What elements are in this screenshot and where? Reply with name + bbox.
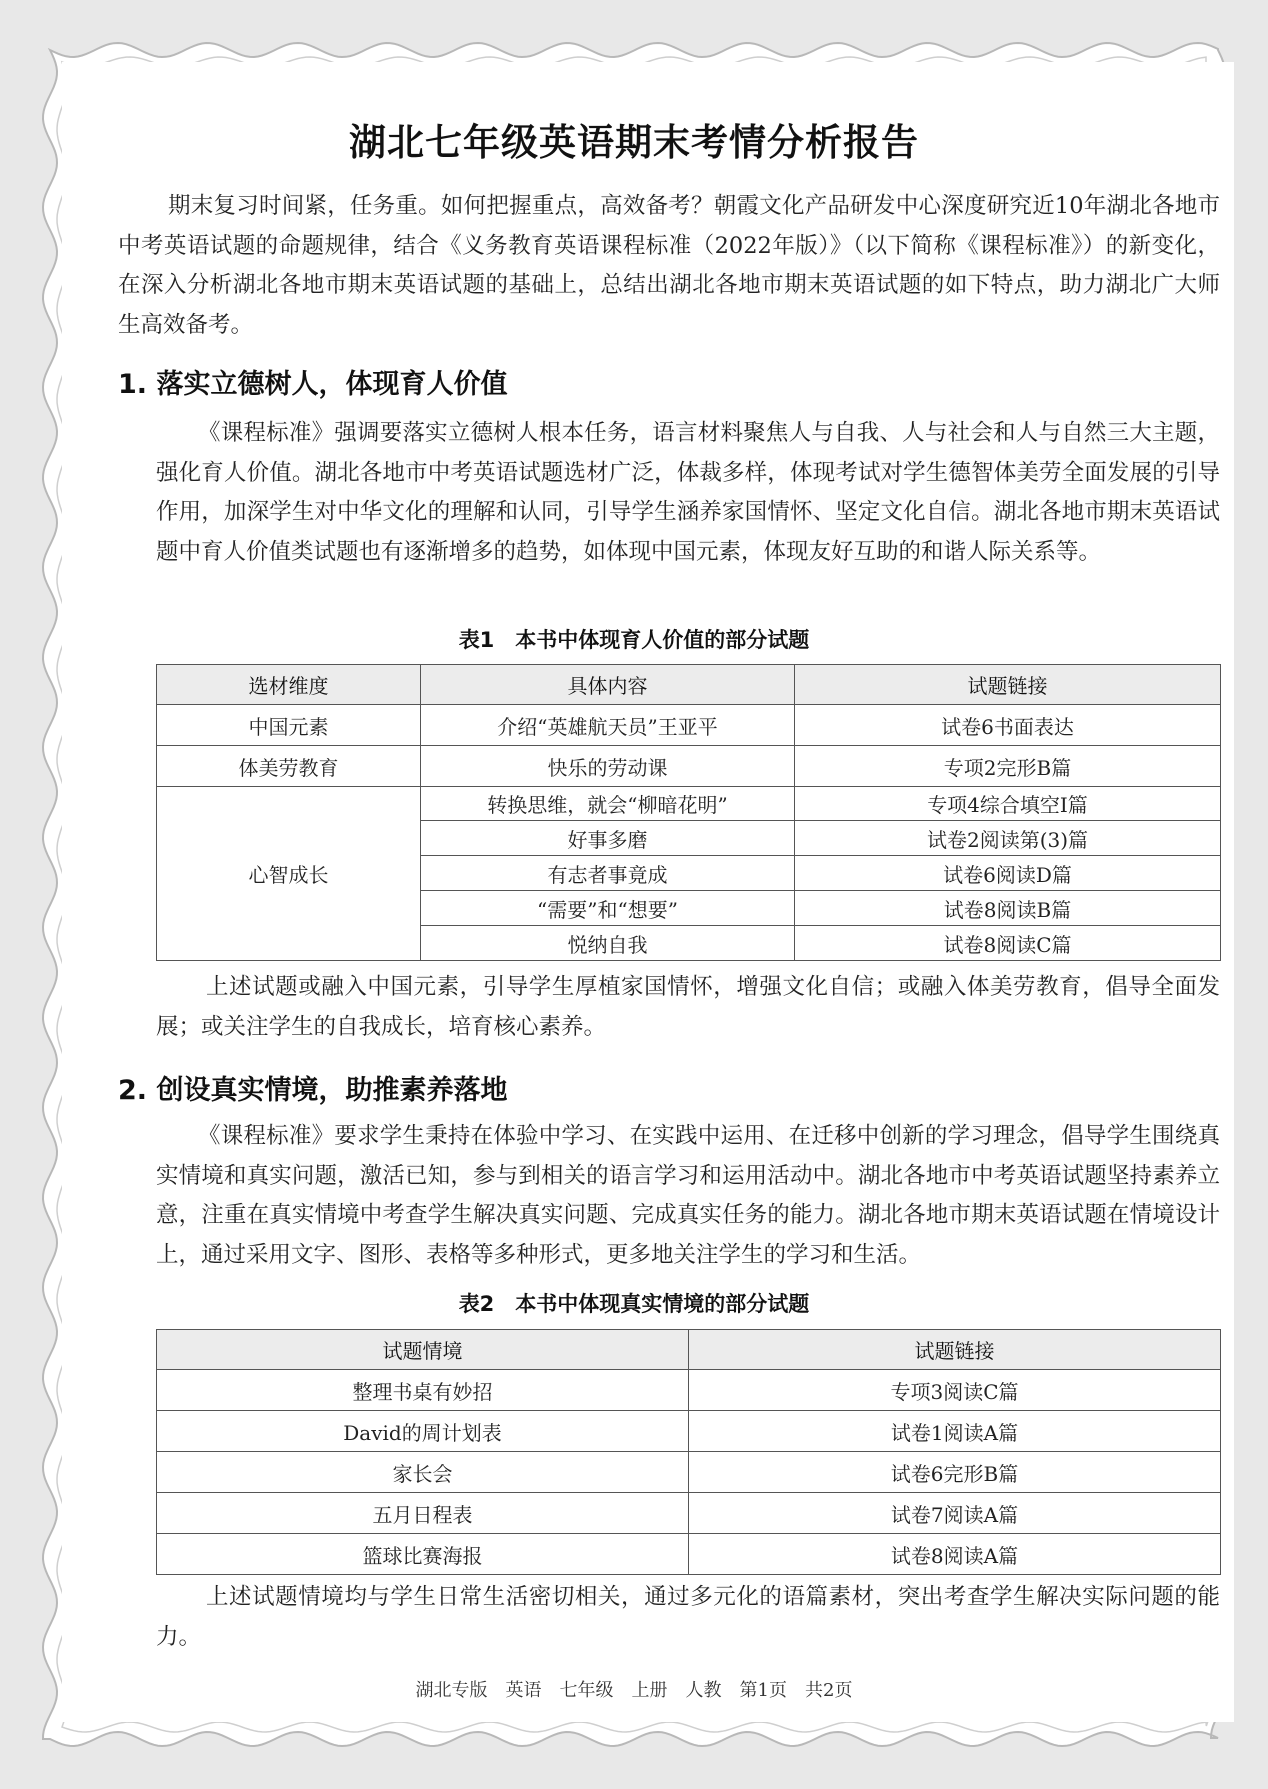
table-2-caption: 表2 本书中体现真实情境的部分试题 [458, 1292, 810, 1316]
table-1-caption: 表1 本书中体现育人价值的部分试题 [458, 628, 810, 652]
table-cell: 专项4综合填空Ⅰ篇 [795, 787, 1221, 821]
table-cell: David的周计划表 [157, 1411, 689, 1452]
table-1-header: 试题链接 [795, 665, 1221, 705]
table-cell: 中国元素 [157, 705, 421, 746]
table-cell: 专项2完形B篇 [795, 746, 1221, 787]
table-cell: 五月日程表 [157, 1493, 689, 1534]
section-1-body: 《课程标准》强调要落实立德树人根本任务，语言材料聚焦人与自我、人与社会和人与自然三大主题，强化育人价值。湖北各地市中考英语试题选材广泛，体裁多样，体现考试对学生德智体美劳全面发展的引导作用，加深学生对中华文化的理解和认同，引导学生涵养家国情怀、坚定文化自信。湖北各地市期末英语试题中育人价值类试题也有逐渐增多的趋势，如体现中国元素，体现友好互助的和谐人际关系等。 [156, 420, 1220, 565]
table-cell: 悦纳自我 [421, 926, 795, 961]
table-cell: 整理书桌有妙招 [157, 1370, 689, 1411]
table-2 [156, 1329, 1221, 1575]
table-cell: 有志者事竟成 [421, 856, 795, 891]
table-cell: 试卷8阅读C篇 [795, 926, 1221, 961]
table-1 [156, 664, 1221, 961]
table-cell: 家长会 [157, 1452, 689, 1493]
table-cell: “需要”和“想要” [421, 891, 795, 926]
table-cell: 试卷6完形B篇 [689, 1452, 1221, 1493]
table-cell: 快乐的劳动课 [421, 746, 795, 787]
table-row [157, 1411, 1221, 1452]
table-row [157, 705, 1221, 746]
page-footer: 湖北专版 英语 七年级 上册 人教 第1页 共2页 [415, 1680, 853, 1701]
table-cell: 试卷6书面表达 [795, 705, 1221, 746]
table-cell: 试卷6阅读D篇 [795, 856, 1221, 891]
table-cell: 试卷8阅读B篇 [795, 891, 1221, 926]
table-cell: 专项3阅读C篇 [689, 1370, 1221, 1411]
table-cell: 试卷7阅读A篇 [689, 1493, 1221, 1534]
table-cell: 转换思维，就会“柳暗花明” [421, 787, 795, 821]
table-row [157, 1370, 1221, 1411]
table-2-header: 试题情境 [157, 1330, 689, 1370]
table-row [157, 1493, 1221, 1534]
table-cell: 篮球比赛海报 [157, 1534, 689, 1575]
section-2-body: 《课程标准》要求学生秉持在体验中学习、在实践中运用、在迁移中创新的学习理念，倡导学生围绕真实情境和真实问题，激活已知，参与到相关的语言学习和运用活动中。湖北各地市中考英语试题坚持素养立意，注重在真实情境中考查学生解决真实问题、完成真实任务的能力。湖北各地市期末英语试题在情境设计上，通过采用文字、图形、表格等多种形式，更多地关注学生的学习和生活。 [156, 1123, 1220, 1268]
table-1-header: 具体内容 [421, 665, 795, 705]
section-2-summary: 上述试题情境均与学生日常生活密切相关，通过多元化的语篇素材，突出考查学生解决实际问题的能力。 [156, 1584, 1220, 1650]
table-cell-merged: 心智成长 [157, 787, 421, 961]
table-row [157, 746, 1221, 787]
table-cell: 介绍“英雄航天员”王亚平 [421, 705, 795, 746]
table-row [157, 1534, 1221, 1575]
table-2-header: 试题链接 [689, 1330, 1221, 1370]
table-1-header: 选材维度 [157, 665, 421, 705]
page-title: 湖北七年级英语期末考情分析报告 [349, 121, 919, 164]
section-1-heading: 1. 落实立德树人，体现育人价值 [118, 369, 508, 400]
table-row [157, 787, 1221, 821]
table-cell: 试卷2阅读第(3)篇 [795, 821, 1221, 856]
table-cell: 体美劳教育 [157, 746, 421, 787]
section-1-summary: 上述试题或融入中国元素，引导学生厚植家国情怀，增强文化自信；或融入体美劳教育，倡导全面发展；或关注学生的自我成长，培育核心素养。 [156, 974, 1220, 1040]
table-row [157, 1452, 1221, 1493]
table-cell: 试卷1阅读A篇 [689, 1411, 1221, 1452]
table-cell: 好事多磨 [421, 821, 795, 856]
section-2-heading: 2. 创设真实情境，助推素养落地 [118, 1075, 508, 1106]
table-cell: 试卷8阅读A篇 [689, 1534, 1221, 1575]
intro-paragraph: 期末复习时间紧，任务重。如何把握重点，高效备考？朝霞文化产品研发中心深度研究近10年湖北各地市中考英语试题的命题规律，结合《义务教育英语课程标准（2022年版）》（以下简称《课程标准》）的新变化，在深入分析湖北各地市期末英语试题的基础上，总结出湖北各地市期末英语试题的如下特点，助力湖北广大师生高效备考。 [118, 193, 1220, 338]
